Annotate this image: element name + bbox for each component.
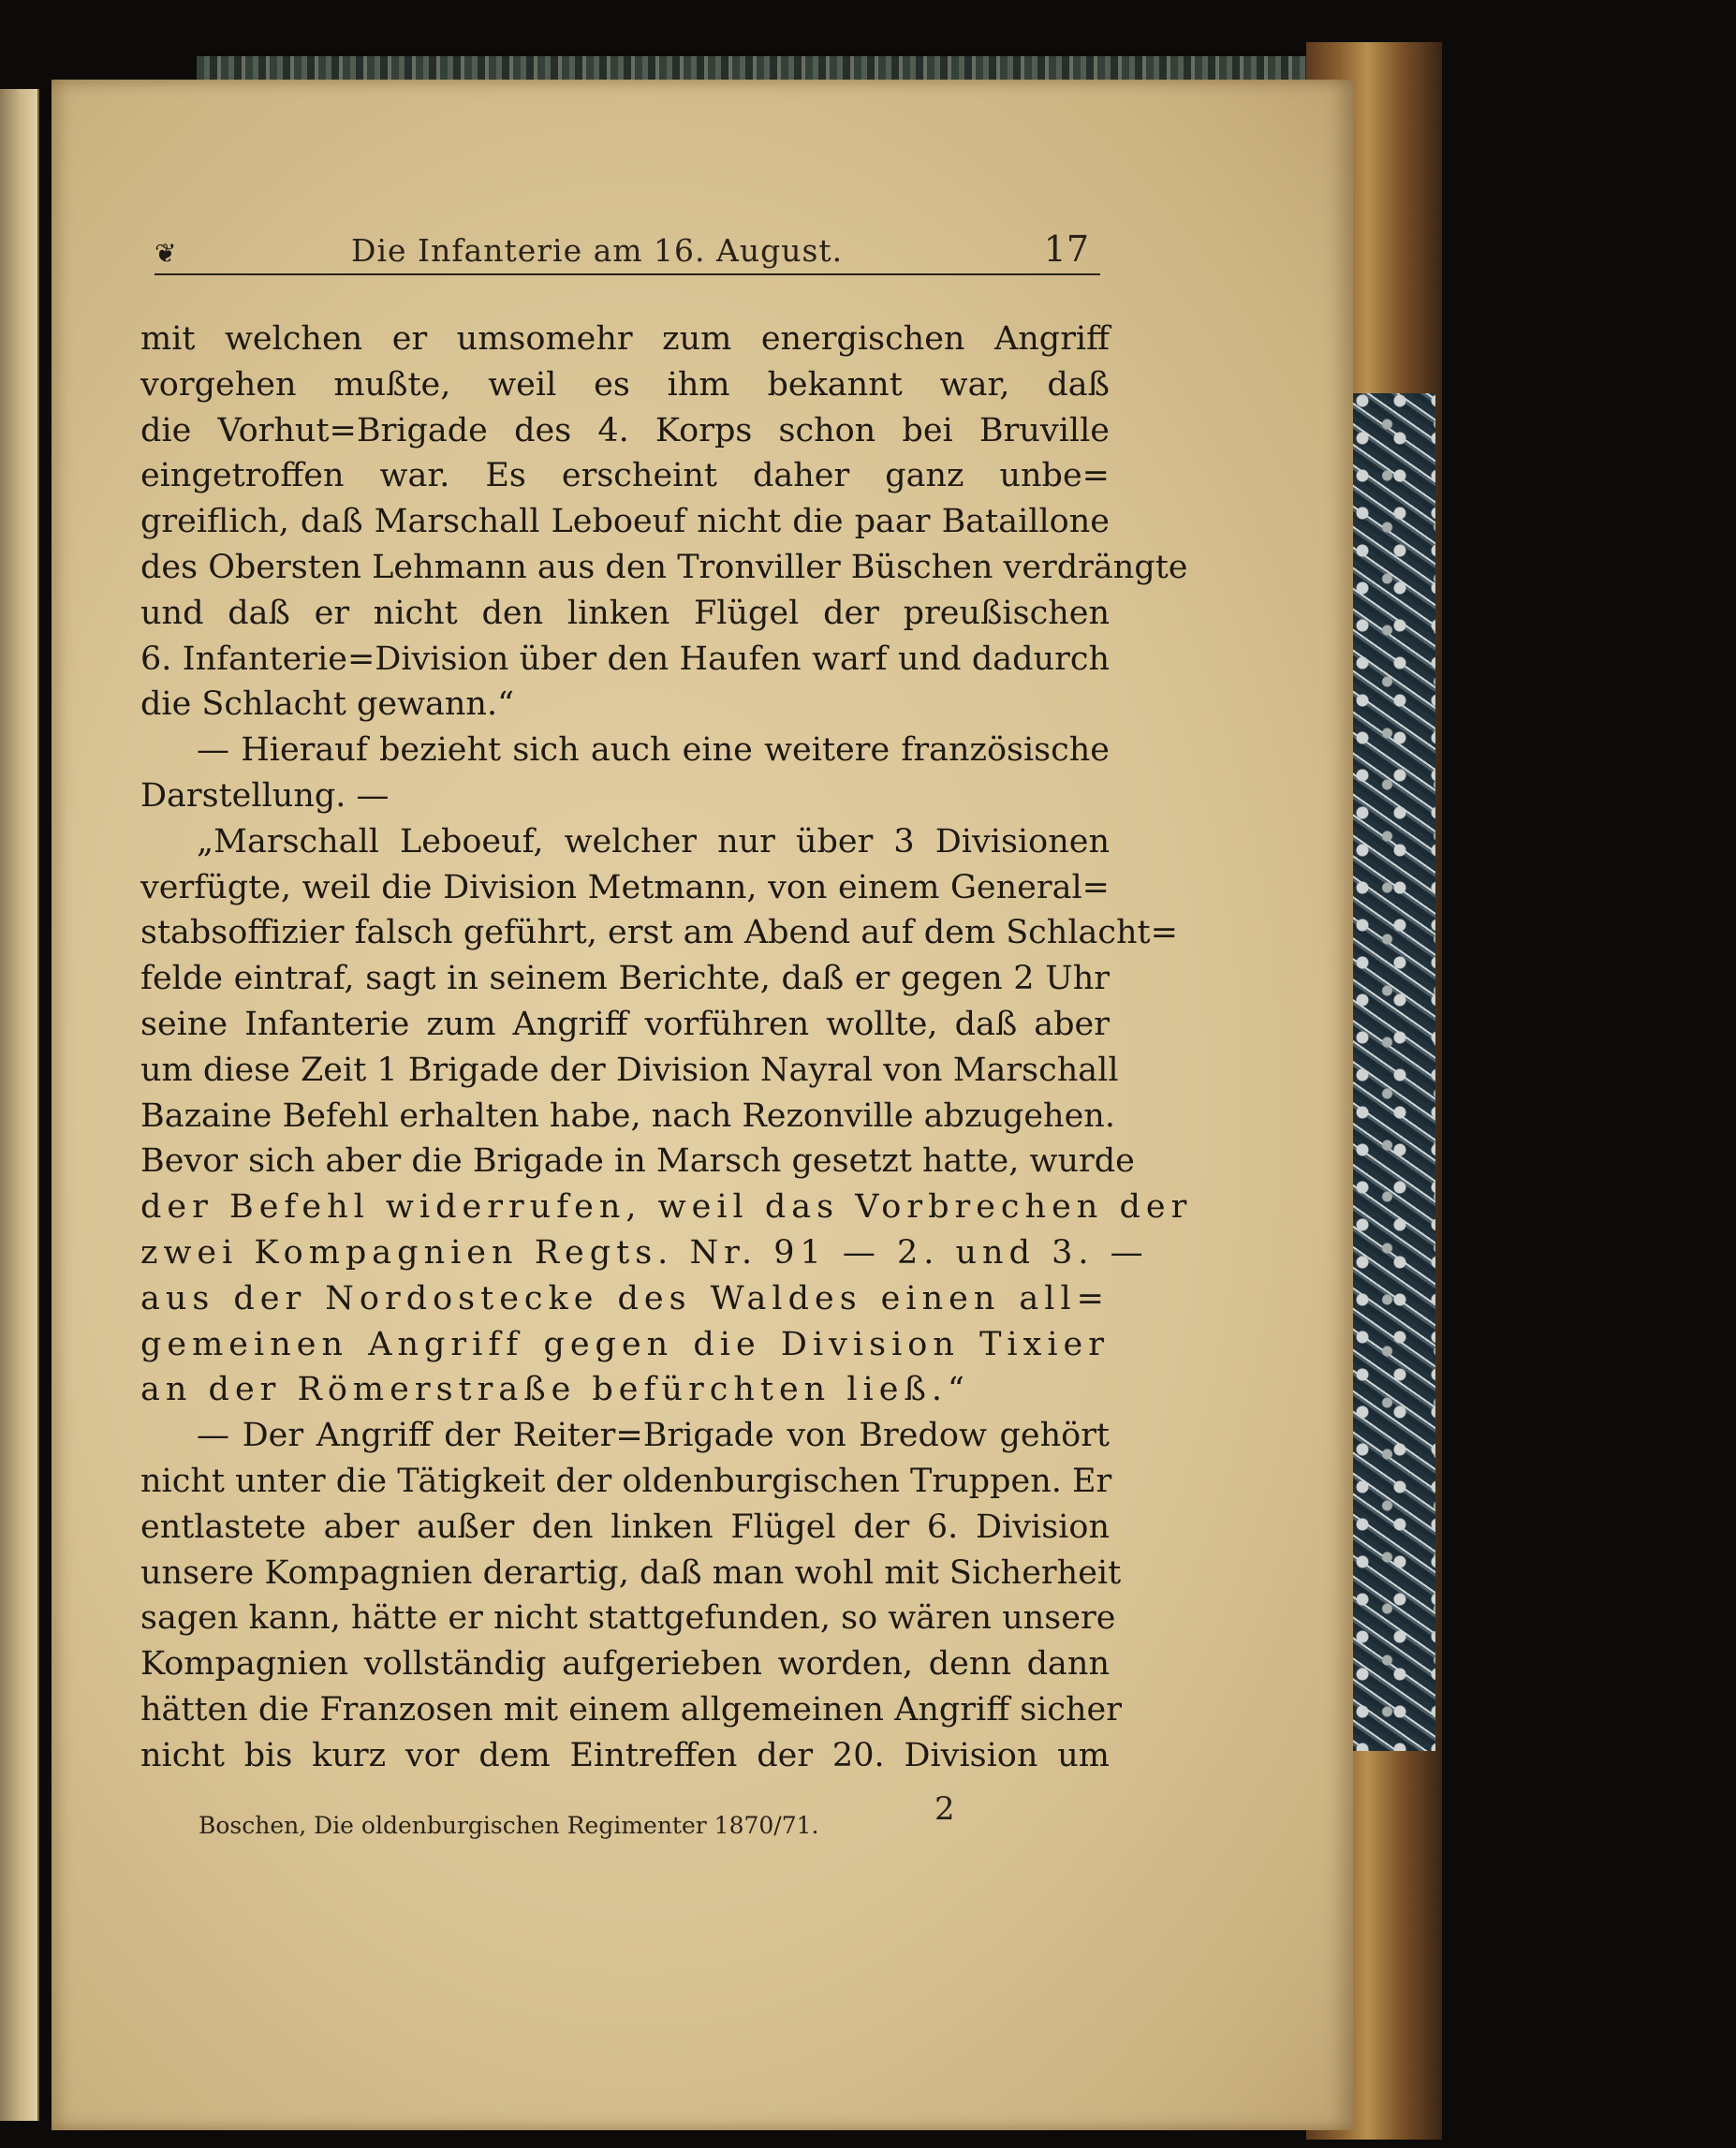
text-line: — Der Angriff der Reiter=Brigade von Bredow gehört	[197, 1417, 1110, 1455]
text-line: unsere Kompagnien derartig, daß man wohl mit Sicherheit	[140, 1553, 1122, 1592]
body-text	[140, 316, 1193, 1779]
text-line: — Hierauf bezieht sich auch eine weitere französische	[197, 731, 1110, 770]
text-line: sagen kann, hätte er nicht stattgefunden, so wären unsere	[140, 1599, 1116, 1638]
marbled-edge	[1348, 393, 1435, 1751]
text-line: entlastete aber außer den linken Flügel der 6. Division	[140, 1508, 1110, 1546]
text-line: felde eintraf, sagt in seinem Berichte, daß er gegen 2 Uhr	[140, 960, 1110, 998]
text-line: die Schlacht gewann.“	[140, 685, 514, 724]
page-number: 17	[1043, 228, 1089, 270]
text-line: gemeinen Angriff gegen die Division Tixier	[140, 1325, 1110, 1363]
text-line: an der Römerstraße befürchten ließ.“	[140, 1371, 970, 1409]
text-line: nicht unter die Tätigkeit der oldenburgischen Truppen. Er	[140, 1462, 1112, 1500]
text-line: vorgehen mußte, weil es ihm bekannt war, daß	[140, 365, 1110, 404]
text-line: nicht bis kurz vor dem Eintreffen der 20. Division um	[140, 1736, 1110, 1774]
text-line: zwei Kompagnien Regts. Nr. 91 — 2. und 3. —	[140, 1233, 1149, 1272]
left-facing-page-edge	[0, 89, 39, 2121]
text-line: hätten die Franzosen mit einem allgemeinen Angriff sicher	[140, 1690, 1122, 1729]
text-line: aus der Nordostecke des Waldes einen all=	[140, 1279, 1110, 1317]
text-line: eingetroffen war. Es erscheint daher ganz unbe=	[140, 457, 1110, 495]
text-line: Bazaine Befehl erhalten habe, nach Rezonville abzugehen.	[140, 1096, 1115, 1135]
text-line: und daß er nicht den linken Flügel der preußischen	[140, 594, 1110, 632]
signature-mark: 2	[934, 1790, 955, 1828]
running-title: Die Infanterie am 16. August.	[351, 232, 844, 269]
text-line: greiflich, daß Marschall Leboeuf nicht die paar Bataillone	[140, 503, 1110, 541]
text-line: seine Infanterie zum Angriff vorführen wollte, daß aber	[140, 1005, 1110, 1043]
text-line: Bevor sich aber die Brigade in Marsch gesetzt hatte, wurde	[140, 1142, 1135, 1181]
text-line: verfügte, weil die Division Metmann, von einem General=	[140, 868, 1110, 906]
running-header	[154, 225, 1100, 275]
header-ornament-icon: ❦	[154, 238, 177, 269]
text-line: „Marschall Leboeuf, welcher nur über 3 Divisionen	[197, 822, 1110, 861]
text-line: um diese Zeit 1 Brigade der Division Nayral von Marschall	[140, 1051, 1119, 1089]
text-line: Darstellung. —	[140, 776, 390, 815]
text-line: des Obersten Lehmann aus den Tronviller Büschen verdrängte	[140, 548, 1188, 586]
text-line: die Vorhut=Brigade des 4. Korps schon bei Bruville	[140, 411, 1110, 449]
text-line: stabsoffizier falsch geführt, erst am Abend auf dem Schlacht=	[140, 914, 1178, 952]
text-line: Kompagnien vollständig aufgerieben worden, denn dann	[140, 1645, 1110, 1684]
text-line: mit welchen er umsomehr zum energischen Angriff	[140, 320, 1110, 358]
footer-citation: Boschen, Die oldenburgischen Regimenter 1870/71.	[199, 1812, 819, 1839]
text-line: 6. Infanterie=Division über den Haufen warf und dadurch	[140, 640, 1110, 678]
text-line: der Befehl widerrufen, weil das Vorbrechen der	[140, 1188, 1193, 1227]
